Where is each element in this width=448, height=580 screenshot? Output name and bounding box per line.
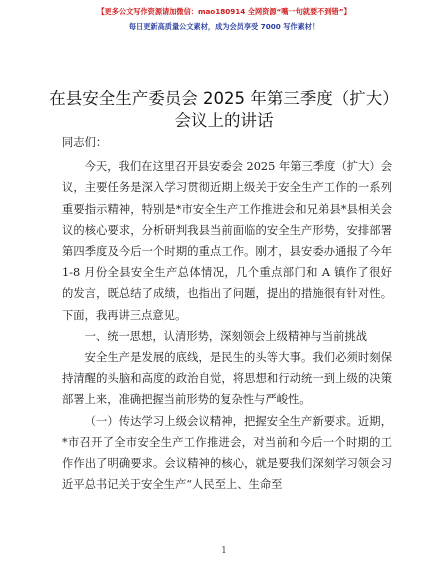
intro-paragraph: 今天，我们在这里召开县安委会 2025 年第三季度（扩大）会议，主要任务是深入学习贯彻近期上级关于安全生产工作的一系列重要指示精神，特别是*市安全生产工作推进会和兄弟县*县相关会议的核心要求，分析研判我县当前面临的安全生产形势，安排部署第四季度及今后一个时期的重点工作。刚才，县安委办通报了今年 1-8 月份全县安全生产总体情况，几个重点部门和 A 镇作了很好的发言，既总结了成绩，也指出了问题，提出的措施很有针对性。下面，我再讲三点意见。 bbox=[62, 160, 392, 322]
salutation: 同志们： bbox=[62, 136, 108, 149]
promo-banner-line-1: 【更多公文写作资源请加微信：mao180914 全网资源“嘴一句就要不到错”】 bbox=[97, 7, 351, 16]
promo-banner bbox=[0, 6, 448, 33]
promo-banner-line-2: 每日更新高质量公文素材，成为会员享受 7000 写作素材！ bbox=[128, 22, 320, 31]
section-heading-1: 一、统一思想，认清形势，深刻领会上级精神与当前挑战 bbox=[84, 329, 368, 343]
body-paragraph: 安全生产是发展的底线，是民生的头等大事。我们必须时刻保持清醒的头脑和高度的政治自觉，将思想和行动统一到上级的决策部署上来，准确把握当前形势的复杂性与严峻性。 bbox=[62, 351, 392, 407]
subsection-paragraph: （一）传达学习上级会议精神，把握安全生产新要求。近期，*市召开了全市安全生产工作推进会，对当前和今后一个时期的工作作出了明确要求。会议精神的核心，就是要我们深刻学习领会习近平总书记关于安全生产“人民至上、生命至 bbox=[62, 414, 392, 492]
page-number: 1 bbox=[221, 546, 227, 556]
document-title-line-2: 会议上的讲话 bbox=[174, 111, 274, 130]
document-body bbox=[62, 132, 392, 495]
document-title-line-1: 在县安全生产委员会 2025 年第三季度（扩大） bbox=[49, 89, 399, 108]
document-title bbox=[0, 88, 448, 132]
